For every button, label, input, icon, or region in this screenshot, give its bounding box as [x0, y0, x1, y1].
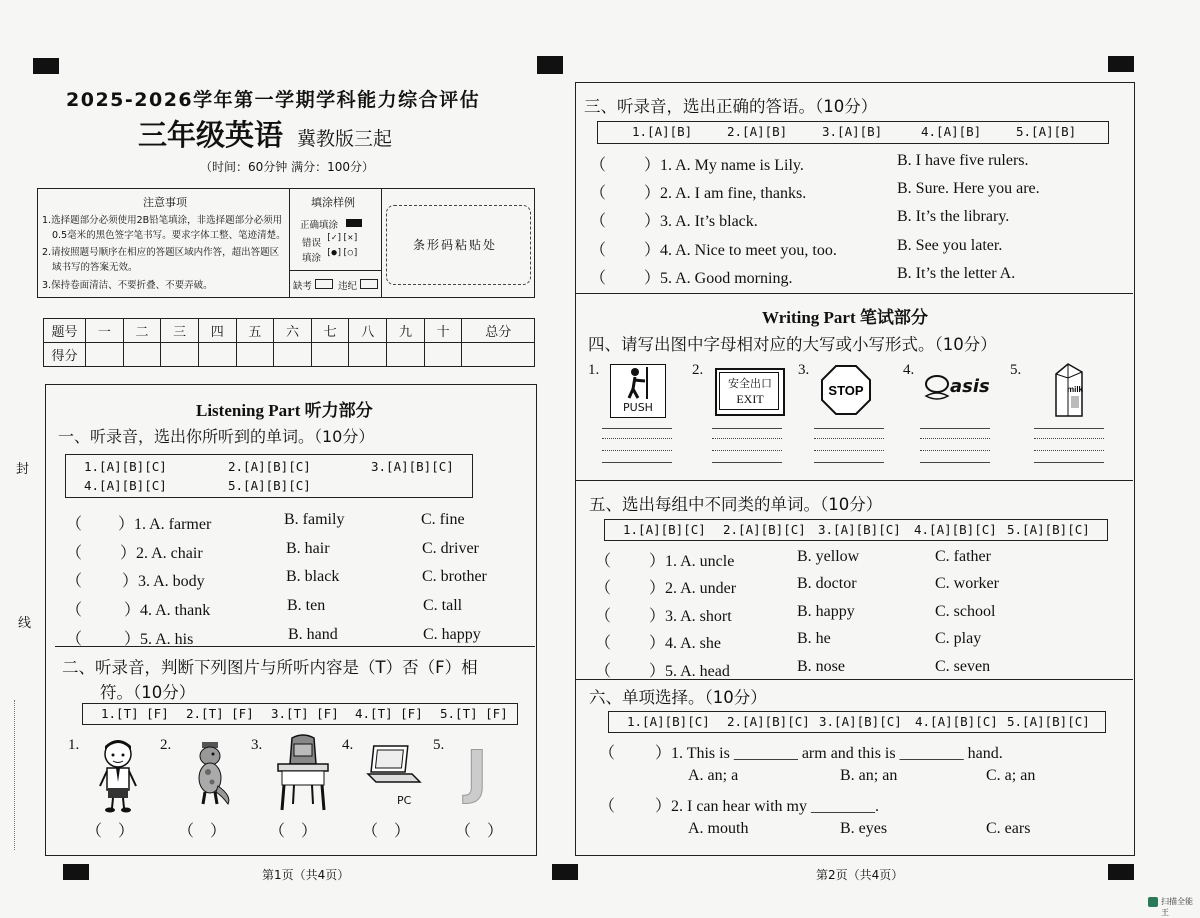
answer-bracket[interactable]: （ [66, 602, 83, 619]
answer-option[interactable]: 2.[A][B] [727, 124, 788, 139]
laptop-picture [366, 744, 422, 784]
score-cell: 题号 [44, 319, 86, 343]
option-a: ）3. A. It’s black. [644, 213, 758, 230]
page-footer: 第1页（共4页） [262, 868, 350, 882]
subject-name: 三年级英语 [138, 118, 284, 152]
score-cell: 得分 [44, 343, 86, 367]
writing-line[interactable] [1034, 438, 1104, 439]
writing-line[interactable] [920, 462, 990, 463]
answer-bracket[interactable]: （ [590, 242, 607, 259]
notice-title: 注意事项 [143, 196, 187, 209]
score-input[interactable] [198, 343, 236, 367]
notice-box [37, 188, 535, 298]
dinosaur-picture [188, 740, 234, 810]
option-a: ）2. A. under [649, 580, 737, 597]
registration-mark [552, 864, 578, 880]
question-text: ）2. I can hear with my ________. [655, 798, 879, 815]
section-5-heading: 五、选出每组中不同类的单词。（10分） [589, 495, 883, 514]
section-4-heading: 四、请写出图中字母相对应的大写或小写形式。（10分） [588, 335, 997, 354]
section-2-heading: 二、听录音，判断下列图片与所听内容是（T）否（F）相 [62, 658, 478, 677]
answer-bracket[interactable]: （ [595, 580, 612, 597]
picture-number: 1. [68, 737, 80, 753]
oasis-o-icon [924, 374, 950, 404]
writing-line[interactable] [712, 450, 782, 451]
stop-sign-picture [820, 364, 872, 416]
answer-bracket[interactable]: （ ） [455, 823, 504, 840]
answer-option[interactable]: 5.[A][B][C] [228, 478, 311, 493]
margin-label-seal: 封 [16, 462, 30, 477]
option-b: B. It’s the library. [897, 208, 1010, 225]
option-c: C. ears [986, 820, 1031, 837]
answer-bracket[interactable]: （ [590, 157, 607, 174]
wrong-fill-sample: [●][○] [326, 248, 359, 258]
wrong-fill-label: 错误 [302, 238, 322, 249]
answer-option[interactable]: 3.[T] [F] [271, 706, 339, 721]
writing-line[interactable] [1034, 462, 1104, 463]
option-c: C. play [935, 630, 982, 647]
time-note: （时间：60分钟 满分：100分） [200, 160, 374, 174]
option-b: B. It’s the letter A. [897, 265, 1016, 282]
option-b: B. an; an [840, 767, 898, 784]
registration-mark [537, 56, 563, 74]
writing-line[interactable] [814, 438, 884, 439]
wrong-fill-sample: [✓][✕] [326, 233, 359, 243]
answer-sheet-s6 [608, 711, 1106, 733]
notice-item: 2.请按照题号顺序在相应的答题区域内作答，超出答题区 [42, 247, 280, 258]
page-footer: 第2页（共4页） [816, 868, 904, 882]
answer-bracket[interactable]: （ [595, 663, 612, 680]
section-divider [575, 480, 1133, 481]
score-input[interactable] [349, 343, 387, 367]
push-label: PUSH [623, 401, 653, 414]
option-a: ）3. A. short [649, 608, 732, 625]
answer-option[interactable]: 5.[T] [F] [440, 706, 508, 721]
section-divider [55, 646, 535, 647]
option-c: C. happy [423, 626, 481, 643]
milk-carton-picture [1048, 362, 1088, 418]
answer-option[interactable]: 3.[A][B][C] [818, 522, 901, 537]
section-3-heading: 三、听录音，选出正确的答语。（10分） [584, 97, 878, 116]
answer-sheet-s3 [597, 121, 1109, 144]
option-a: ）4. A. she [649, 635, 722, 652]
writing-line[interactable] [602, 428, 672, 429]
answer-bracket[interactable]: （ [590, 185, 607, 202]
laptop-label: PC [397, 794, 412, 807]
option-b: B. happy [797, 603, 855, 620]
scanner-logo-icon [1148, 897, 1158, 907]
violation-checkbox[interactable] [360, 279, 378, 289]
option-b: B. Sure. Here you are. [897, 180, 1040, 197]
answer-bracket[interactable]: （ [595, 635, 612, 652]
exit-label-en: EXIT [736, 392, 764, 406]
question-text: ）1. This is ________ arm and this is ________ hand. [655, 745, 1003, 762]
writing-line[interactable] [602, 438, 672, 439]
answer-option[interactable]: 1.[T] [F] [101, 706, 169, 721]
option-b: B. ten [287, 597, 326, 614]
answer-bracket[interactable]: （ [66, 573, 83, 590]
option-a: ）4. A. thank [124, 602, 211, 619]
score-cell: 二 [123, 319, 161, 343]
answer-bracket[interactable]: （ [599, 745, 616, 762]
score-cell: 六 [274, 319, 312, 343]
option-a: A. an; a [688, 767, 739, 784]
score-input[interactable] [86, 343, 124, 367]
picture-number: 3. [798, 362, 810, 378]
section-1-heading: 一、听录音，选出你所听到的单词。（10分） [58, 427, 375, 446]
answer-option[interactable]: 2.[A][B][C] [228, 459, 311, 474]
answer-option[interactable]: 4.[A][B][C] [84, 478, 167, 493]
answer-option[interactable]: 1.[A][B][C] [623, 522, 706, 537]
score-input[interactable] [236, 343, 274, 367]
answer-bracket[interactable]: （ [595, 553, 612, 570]
answer-bracket[interactable]: （ [590, 213, 607, 230]
picture-number: 5. [1010, 362, 1022, 378]
fill-sample-title: 填涂样例 [311, 196, 355, 209]
score-table [43, 318, 535, 367]
writing-line[interactable] [814, 428, 884, 429]
option-a: ）1. A. uncle [649, 553, 735, 570]
writing-line[interactable] [814, 450, 884, 451]
milk-label: milk [1066, 385, 1084, 394]
score-cell: 一 [86, 319, 124, 343]
picture-number: 2. [692, 362, 704, 378]
option-c: C. father [935, 548, 991, 565]
answer-bracket[interactable]: （ [595, 608, 612, 625]
option-b: B. hair [286, 540, 330, 557]
option-a: ）4. A. Nice to meet you, too. [644, 242, 837, 259]
score-input[interactable] [123, 343, 161, 367]
writing-line[interactable] [920, 450, 990, 451]
answer-option[interactable]: 3.[A][B] [822, 124, 883, 139]
score-input[interactable] [462, 343, 535, 367]
score-value-row [44, 343, 535, 367]
margin-label-line: 线 [18, 616, 32, 631]
answer-option[interactable]: 1.[A][B] [632, 124, 693, 139]
score-cell: 九 [387, 319, 425, 343]
option-a: ）3. A. body [122, 573, 205, 590]
answer-bracket[interactable]: （ [599, 798, 616, 815]
violation-label: 违纪 [338, 281, 358, 292]
answer-bracket[interactable]: （ ） [86, 823, 135, 840]
answer-option[interactable]: 5.[A][B][C] [1007, 714, 1090, 729]
absent-label: 缺考 [293, 281, 313, 292]
section-divider [575, 679, 1133, 680]
option-b: B. I have five rulers. [897, 152, 1029, 169]
answer-bracket[interactable]: （ [66, 545, 83, 562]
exam-title: 2025-2026学年第一学期学科能力综合评估 [66, 89, 481, 111]
wrong-fill-label: 填涂 [302, 253, 322, 264]
picture-number: 5. [433, 737, 445, 753]
letter-j-picture: J [466, 738, 488, 806]
option-a: ）1. A. farmer [118, 516, 212, 533]
answer-option[interactable]: 2.[A][B][C] [723, 522, 806, 537]
option-b: B. eyes [840, 820, 888, 837]
option-c: C. tall [423, 597, 463, 614]
answer-bracket[interactable]: （ [66, 516, 83, 533]
picture-number: 2. [160, 737, 172, 753]
score-input[interactable] [311, 343, 349, 367]
oasis-label: asis [950, 376, 990, 397]
option-a: ）5. A. Good morning. [644, 270, 793, 287]
answer-bracket[interactable]: （ ） [178, 823, 227, 840]
notice-item: 1.选择题部分必须使用2B铅笔填涂，非选择题部分必须用 [42, 215, 283, 226]
answer-option[interactable]: 3.[A][B][C] [819, 714, 902, 729]
picture-number: 4. [903, 362, 915, 378]
barcode-label: 条形码粘贴处 [413, 238, 498, 252]
score-input[interactable] [387, 343, 425, 367]
exit-sign-picture [715, 368, 785, 416]
writing-line[interactable] [712, 428, 782, 429]
answer-option[interactable]: 3.[A][B][C] [371, 459, 454, 474]
option-c: C. brother [422, 568, 487, 585]
option-a: ）5. A. his [124, 631, 194, 648]
answer-option[interactable]: 2.[A][B][C] [727, 714, 810, 729]
registration-mark [1108, 56, 1134, 72]
score-cell: 三 [161, 319, 199, 343]
section-2-heading-cont: 符。（10分） [100, 683, 196, 702]
score-input[interactable] [161, 343, 199, 367]
option-b: B. he [797, 630, 831, 647]
person-pushing-icon [625, 367, 651, 399]
option-a: A. mouth [688, 820, 749, 837]
option-c: C. worker [935, 575, 999, 592]
section-divider [575, 293, 1133, 294]
option-c: C. fine [421, 511, 465, 528]
score-cell: 八 [349, 319, 387, 343]
option-c: C. seven [935, 658, 991, 675]
section-6-heading: 六、单项选择。（10分） [589, 688, 767, 707]
option-a: ）2. A. I am fine, thanks. [644, 185, 807, 202]
writing-line[interactable] [920, 438, 990, 439]
stop-label: STOP [828, 383, 864, 398]
writing-line[interactable] [814, 462, 884, 463]
correct-fill-sample [346, 219, 362, 227]
registration-mark [1108, 864, 1134, 880]
writing-line[interactable] [1034, 450, 1104, 451]
binding-dotted-line [14, 700, 15, 850]
answer-option[interactable]: 4.[T] [F] [355, 706, 423, 721]
option-a: ）1. A. My name is Lily. [644, 157, 804, 174]
option-b: B. yellow [797, 548, 860, 565]
writing-line[interactable] [712, 462, 782, 463]
option-a: ）5. A. head [649, 663, 730, 680]
answer-bracket[interactable]: （ [590, 270, 607, 287]
writing-line[interactable] [602, 462, 672, 463]
answer-option[interactable]: 4.[A][B][C] [915, 714, 998, 729]
answer-option[interactable]: 2.[T] [F] [186, 706, 254, 721]
score-cell: 总分 [462, 319, 535, 343]
answer-sheet-s2 [82, 703, 518, 725]
picture-number: 1. [588, 362, 600, 378]
score-input[interactable] [424, 343, 462, 367]
score-cell: 七 [311, 319, 349, 343]
option-c: C. a; an [986, 767, 1036, 784]
oasis-logo-picture [922, 372, 992, 406]
writing-line[interactable] [712, 438, 782, 439]
absent-checkbox[interactable] [315, 279, 333, 289]
schoolbag-on-desk-picture [274, 734, 332, 812]
option-b: B. nose [797, 658, 845, 675]
answer-option[interactable]: 5.[A][B] [1016, 124, 1077, 139]
score-input[interactable] [274, 343, 312, 367]
scanner-watermark: 扫描全能王 [1161, 897, 1193, 917]
writing-title: Writing Part 笔试部分 [762, 308, 928, 327]
answer-sheet-s1 [65, 454, 473, 498]
option-b: B. See you later. [897, 237, 1003, 254]
option-b: B. black [286, 568, 340, 585]
answer-option[interactable]: 4.[A][B] [921, 124, 982, 139]
answer-option[interactable]: 1.[A][B][C] [627, 714, 710, 729]
writing-line[interactable] [602, 450, 672, 451]
exit-label-cn: 安全出口 [728, 377, 772, 390]
score-cell: 五 [236, 319, 274, 343]
registration-mark [63, 864, 89, 880]
barcode-area [386, 205, 531, 285]
answer-bracket[interactable]: （ ） [362, 823, 411, 840]
answer-bracket[interactable]: （ ） [269, 823, 318, 840]
notice-item: 域书写的答案无效。 [52, 262, 138, 273]
boy-picture [96, 738, 140, 814]
score-cell: 十 [424, 319, 462, 343]
answer-option[interactable]: 5.[A][B][C] [1007, 522, 1090, 537]
listening-title: Listening Part 听力部分 [196, 401, 373, 420]
notice-item: 0.5毫米的黑色签字笔书写。要求字体工整、笔迹清楚。 [52, 230, 286, 241]
answer-option[interactable]: 4.[A][B][C] [914, 522, 997, 537]
option-b: B. doctor [797, 575, 857, 592]
score-header-row [44, 319, 535, 343]
option-b: B. family [284, 511, 345, 528]
answer-sheet-s5 [604, 519, 1108, 541]
picture-number: 4. [342, 737, 354, 753]
answer-option[interactable]: 1.[A][B][C] [84, 459, 167, 474]
answer-bracket[interactable]: （ [66, 631, 83, 648]
edition-name: 冀教版三起 [297, 128, 393, 150]
option-a: ）2. A. chair [120, 545, 203, 562]
option-c: C. driver [422, 540, 479, 557]
notice-item: 3.保持卷面清洁、不要折叠、不要弄破。 [42, 280, 213, 291]
writing-line[interactable] [1034, 428, 1104, 429]
registration-mark [33, 58, 59, 74]
correct-fill-label: 正确填涂 [300, 220, 339, 231]
score-cell: 四 [198, 319, 236, 343]
subject-title [138, 113, 392, 154]
picture-number: 3. [251, 737, 263, 753]
push-sign-picture [610, 364, 666, 418]
option-b: B. hand [288, 626, 338, 643]
option-c: C. school [935, 603, 996, 620]
writing-line[interactable] [920, 428, 990, 429]
